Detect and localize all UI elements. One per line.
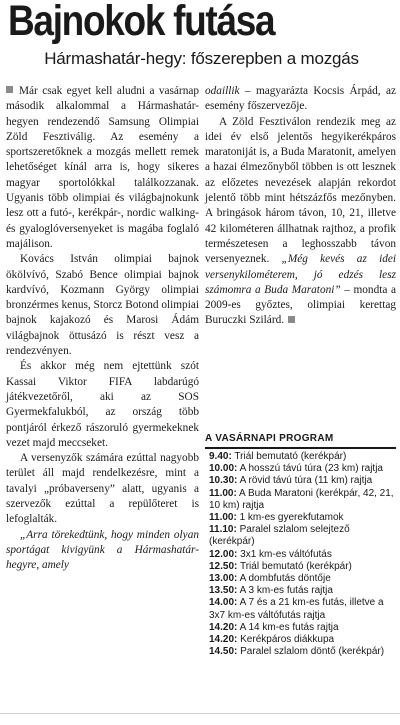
program-item-text: A 7 és a 21 km-es futás, illetve a 3x7 km-es váltófutás rajtja: [209, 597, 384, 621]
program-item-time: 14.50:: [209, 646, 238, 658]
program-item-time: 11.10:: [209, 524, 237, 536]
program-item-text: Paralel szlalom selejtező (kerékpár): [209, 524, 350, 548]
program-item: [205, 488, 396, 512]
bullet-square-icon: [6, 86, 13, 93]
program-item-text: Triál bemutató (kerékpár): [239, 560, 352, 572]
program-item: [205, 573, 396, 585]
quote-start: „Arra törekedtünk, hogy minden olyan sportágat kivigyünk a Hármashatár-hegyre, amely: [6, 528, 199, 572]
paragraph-1: [6, 84, 199, 252]
program-item-text: Paralel szlalom döntő (kerékpár): [240, 646, 385, 658]
article-column-1: [6, 84, 199, 574]
program-item: [205, 524, 396, 548]
paragraph-2: Kovács István olimpiai bajnok ökölvívó, Szabó Bence olimpiai bajnok kardvívó, Kozmann György olimpiai bronzérmes kenus, Storcz Botond olimpiai bajnok kajakozó és Marosi Ádám világbajnok öttusázó is részt vesz a rendezvényen.: [6, 253, 199, 358]
quote-end-attribution: – magyarázta Kocsis Árpád, az esemény főszervezője.: [205, 85, 396, 113]
page-divider: [0, 713, 400, 714]
program-item-time: 9.40:: [209, 451, 232, 462]
program-item-time: 14.00:: [209, 597, 238, 609]
program-item: [205, 549, 396, 561]
program-item: [205, 585, 396, 597]
program-item-time: 11.00:: [209, 487, 237, 499]
program-item-time: 13.50:: [209, 585, 238, 597]
program-item-text: 3x1 km-es váltófutás: [240, 548, 332, 560]
program-box: [205, 432, 396, 658]
end-square-icon: [288, 316, 295, 323]
program-item-text: Kerékpáros diákkupa: [240, 634, 335, 646]
program-item-time: 11.00:: [209, 512, 237, 524]
program-item-text: Triál bemutató (kerékpár): [234, 451, 347, 462]
buruczki-quote: „Még kevés az idei versenykilométerem, jó edzés lesz számomra a Buda Maratoni”: [205, 253, 397, 296]
headline: Bajnokok futása: [8, 0, 275, 45]
program-item: [205, 634, 396, 646]
program-item-text: A dombfutás döntője: [239, 573, 331, 585]
program-item: [205, 646, 396, 658]
program-list: [205, 451, 396, 658]
subheadline: Hármashatár-hegy: főszerepben a mozgás: [44, 49, 359, 68]
program-item-text: A Buda Maratoni (kerékpár, 42, 21, 10 km) rajtja: [209, 487, 394, 511]
program-title: A VASÁRNAPI PROGRAM: [205, 432, 396, 449]
program-item: [205, 512, 396, 524]
program-item-text: A 14 km-es futás rajtja: [239, 621, 339, 633]
paragraph-3: És akkor még nem ejtettünk szót Kassai Viktor FIFA labdarúgó játékvezetőről, aki az SOS Gyermekfalukból, az ország több pontjáról érkező rászoruló gyermekeknek vezet majd meccseket.: [6, 360, 199, 449]
program-item: [205, 561, 396, 573]
program-item-text: A 3 km-es futás rajtja: [239, 585, 333, 597]
paragraph-4: A versenyzők számára ezúttal nagyobb terület áll majd rendelkezésre, mint a tavalyi „próbaverseny” alatt, ugyanis a szervezők ezúttal a repülőteret is lefoglalták.: [6, 452, 199, 526]
program-item: [205, 622, 396, 634]
paragraph-maraton-end: – mondta a 2009-es győztes, olimpiai kerettag Buruczki Szilárd.: [205, 283, 396, 327]
paragraph-1-text: Már csak egyet kell aludni a vasárnap második alkalommal a Hármashatár-hegyen rendezendő Samsung Olimpiai Zöld Fesztiválig. Az esemény a sportszeretőknek a mozgás mellett remek lehetőséget kínál arra is, hogy sikeres magyar sportolókkal találkozzanak. Ugyanis több olimpiai és világbajnokunk lesz ott a futó-, kerékpár-, nordic walking- és gyaloglóversenyeket is magába foglaló majálison.: [6, 85, 199, 250]
program-item-time: 14.20:: [209, 634, 238, 646]
paragraph-maraton: [205, 115, 396, 329]
program-item-time: 13.00:: [209, 573, 238, 585]
program-item: [205, 463, 396, 475]
article-column-2: [205, 84, 396, 329]
program-item-time: 10.30:: [209, 475, 238, 487]
program-item-time: 10.00:: [209, 463, 238, 475]
program-item: [205, 451, 396, 463]
program-item: [205, 475, 396, 487]
program-item-time: 12.00:: [209, 548, 238, 560]
quote-end-italic: odaillik: [205, 85, 240, 97]
paragraph-maraton-text: A Zöld Fesztiválon rendezik meg az idei év első jelentős hegyikerékpáros maratoniját is, a Buda Maratonit, amelyen a hazai élmezőnyből többen is ott lesznek az előzetes nevezések alapján rekordot jelentő több mint hétszázfős mezőnyben. A bringások három távon, 10, 21, illetve 42 kilométeren állhatnak rajthoz, a profik természetesen a leghosszabb távon versenyeznek.: [205, 115, 396, 266]
program-item-time: 12.50:: [209, 560, 238, 572]
program-item-time: 14.20:: [209, 621, 238, 633]
program-item-text: 1 km-es gyerekfutamok: [239, 512, 344, 524]
quote-end: [205, 84, 396, 115]
program-item-text: A hosszú távú túra (23 km) rajtja: [239, 463, 383, 475]
program-item-text: A rövid távú túra (11 km) rajtja: [239, 475, 373, 487]
program-item: [205, 597, 396, 621]
